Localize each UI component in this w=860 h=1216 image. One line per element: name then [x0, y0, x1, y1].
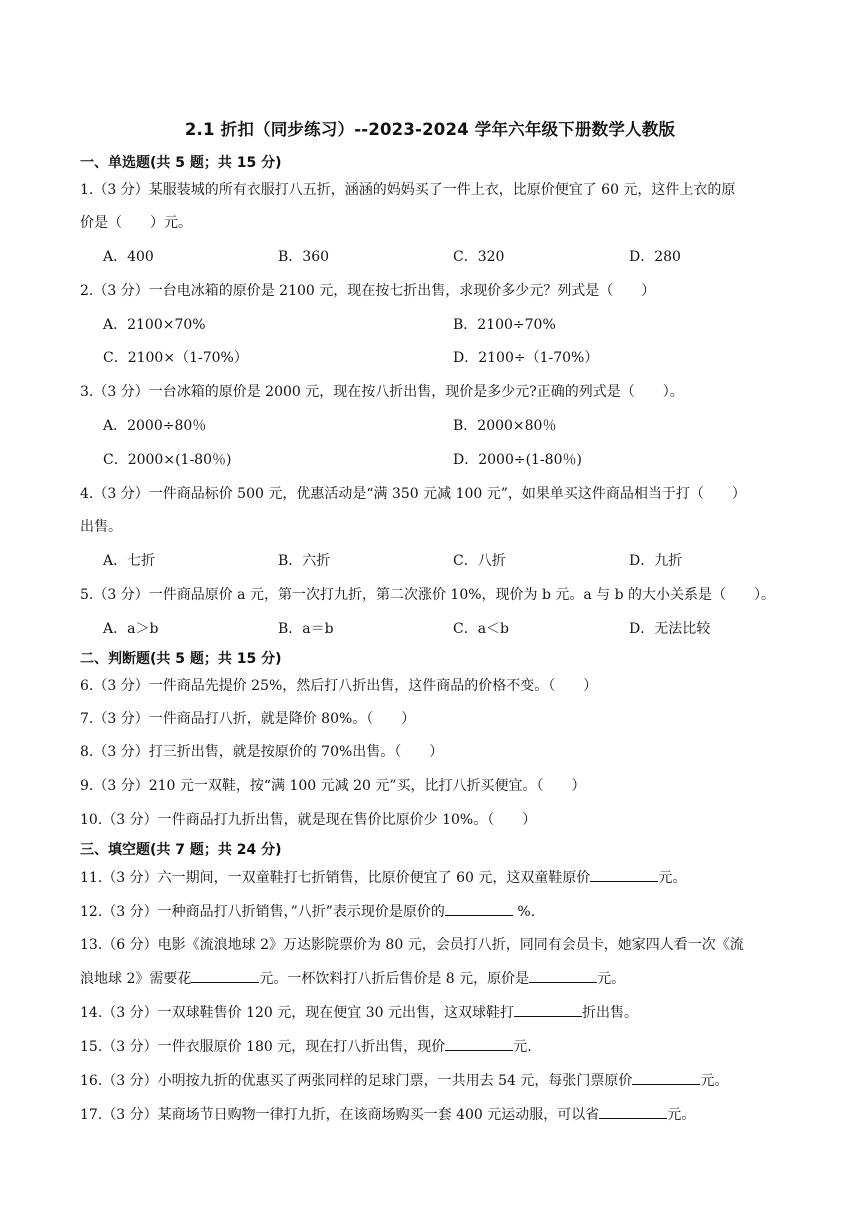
q2-option-c: C．2100×（1-70%） — [103, 350, 248, 366]
question-13-text-cont — [80, 968, 810, 989]
section-heading-fill-blank: 三、填空题(共 7 题；共 24 分) — [80, 842, 282, 858]
answer-blank — [191, 968, 259, 983]
section-heading-true-false: 二、判断题(共 5 题；共 15 分) — [80, 651, 282, 667]
q17-text-b: 元。 — [667, 1107, 696, 1123]
answer-blank — [590, 867, 658, 882]
q14-text-b: 折出售。 — [581, 1005, 638, 1021]
question-4-text-cont: 出售。 — [80, 519, 122, 535]
q4-option-d: D．九折 — [629, 553, 683, 569]
q16-text-b: 元。 — [700, 1073, 729, 1089]
q3-option-d: D．2000÷(1-80％) — [453, 452, 582, 468]
q14-text-a: 14.（3 分）一双球鞋售价 120 元，现在便宜 30 元出售，这双球鞋打 — [80, 1005, 514, 1021]
q13-text-d: 元。 — [597, 971, 626, 987]
question-3-text: 3.（3 分）一台冰箱的原价是 2000 元，现在按八折出售，现价是多少元?正确的列式是（ ）。 — [80, 384, 684, 400]
q11-text-b: 元。 — [658, 870, 687, 886]
q17-text-a: 17.（3 分）某商场节日购物一律打九折，在该商场购买一套 400 元运动服，可以省 — [80, 1107, 600, 1123]
question-12-text — [80, 901, 810, 922]
answer-blank — [445, 1036, 513, 1051]
q4-option-a: A．七折 — [103, 553, 156, 569]
question-11-text — [80, 867, 810, 888]
q5-option-b: B．a＝b — [278, 621, 334, 637]
question-13-text: 13.（6 分）电影《流浪地球 2》万达影院票价为 80 元，会员打八折，同同有会员卡，她家四人看一次《流 — [80, 937, 744, 953]
answer-blank — [599, 1104, 667, 1119]
q11-text-a: 11.（3 分）六一期间，一双童鞋打七折销售，比原价便宜了 60 元，这双童鞋原价 — [80, 870, 591, 886]
answer-blank — [529, 968, 597, 983]
question-9-text: 9.（3 分）210 元一双鞋，按“满 100 元减 20 元”买，比打八折买便宜。（ ） — [80, 778, 586, 794]
q3-option-c: C．2000×(1-80％) — [103, 452, 232, 468]
q13-text-b: 浪地球 2》需要花 — [80, 971, 192, 987]
answer-blank — [514, 1002, 582, 1017]
q13-text-c: 元。一杯饮料打八折后售价是 8 元，原价是 — [259, 971, 530, 987]
answer-blank — [445, 901, 513, 916]
q16-text-a: 16.（3 分）小明按九折的优惠买了两张同样的足球门票，一共用去 54 元，每张门票原价 — [80, 1073, 633, 1089]
question-8-text: 8.（3 分）打三折出售，就是按原价的 70%出售。（ ） — [80, 744, 444, 760]
question-4-text: 4.（3 分）一件商品标价 500 元，优惠活动是“满 350 元减 100 元”，如果单买这件商品相当于打（ ） — [80, 486, 746, 502]
q4-option-b: B．六折 — [278, 553, 331, 569]
q1-option-d: D．280 — [629, 249, 681, 265]
q2-option-d: D．2100÷（1-70%） — [453, 350, 599, 366]
q12-text-a: 12.（3 分）一种商品打八折销售，”八折”表示现价是原价的 — [80, 904, 445, 920]
page-title: 2.1 折扣（同步练习）--2023-2024 学年六年级下册数学人教版 — [184, 120, 676, 139]
q2-option-b: B．2100÷70% — [453, 317, 556, 333]
question-17-text — [80, 1104, 810, 1125]
q1-option-c: C．320 — [453, 249, 505, 265]
question-7-text: 7.（3 分）一件商品打八折，就是降价 80%。（ ） — [80, 711, 416, 727]
q3-option-b: B．2000×80％ — [453, 418, 557, 434]
answer-blank — [632, 1070, 700, 1085]
q5-option-c: C．a＜b — [453, 621, 510, 637]
q4-option-c: C．八折 — [453, 553, 506, 569]
question-1-text: 1.（3 分）某服装城的所有衣服打八五折，涵涵的妈妈买了一件上衣，比原价便宜了 60 元，这件上衣的原 — [80, 182, 736, 198]
question-5-text: 5.（3 分）一件商品原价 a 元，第一次打九折，第二次涨价 10%，现价为 b 元。a 与 b 的大小关系是（ ）。 — [80, 587, 776, 603]
q5-option-d: D．无法比较 — [629, 621, 711, 637]
q15-text-a: 15.（3 分）一件衣服原价 180 元，现在打八折出售，现价 — [80, 1039, 446, 1055]
q1-option-a: A．400 — [103, 249, 154, 265]
q15-text-b: 元. — [513, 1039, 532, 1055]
q12-text-b: %. — [512, 904, 536, 920]
q5-option-a: A．a＞b — [103, 621, 159, 637]
q1-option-b: B．360 — [278, 249, 330, 265]
q3-option-a: A．2000÷80％ — [103, 418, 207, 434]
question-2-text: 2.（3 分）一台电冰箱的原价是 2100 元，现在按七折出售，求现价多少元？列式是（ ） — [80, 283, 656, 299]
question-6-text: 6.（3 分）一件商品先提价 25%，然后打八折出售，这件商品的价格不变。（ ） — [80, 678, 598, 694]
question-16-text — [80, 1070, 810, 1091]
question-14-text — [80, 1002, 810, 1023]
question-1-text-cont: 价是（ ）元。 — [80, 215, 192, 231]
q2-option-a: A．2100×70% — [103, 317, 206, 333]
section-heading-single-choice: 一、单选题(共 5 题；共 15 分) — [80, 155, 282, 171]
question-10-text: 10.（3 分）一件商品打九折出售，就是现在售价比原价少 10%。（ ） — [80, 812, 537, 828]
question-15-text — [80, 1036, 810, 1057]
